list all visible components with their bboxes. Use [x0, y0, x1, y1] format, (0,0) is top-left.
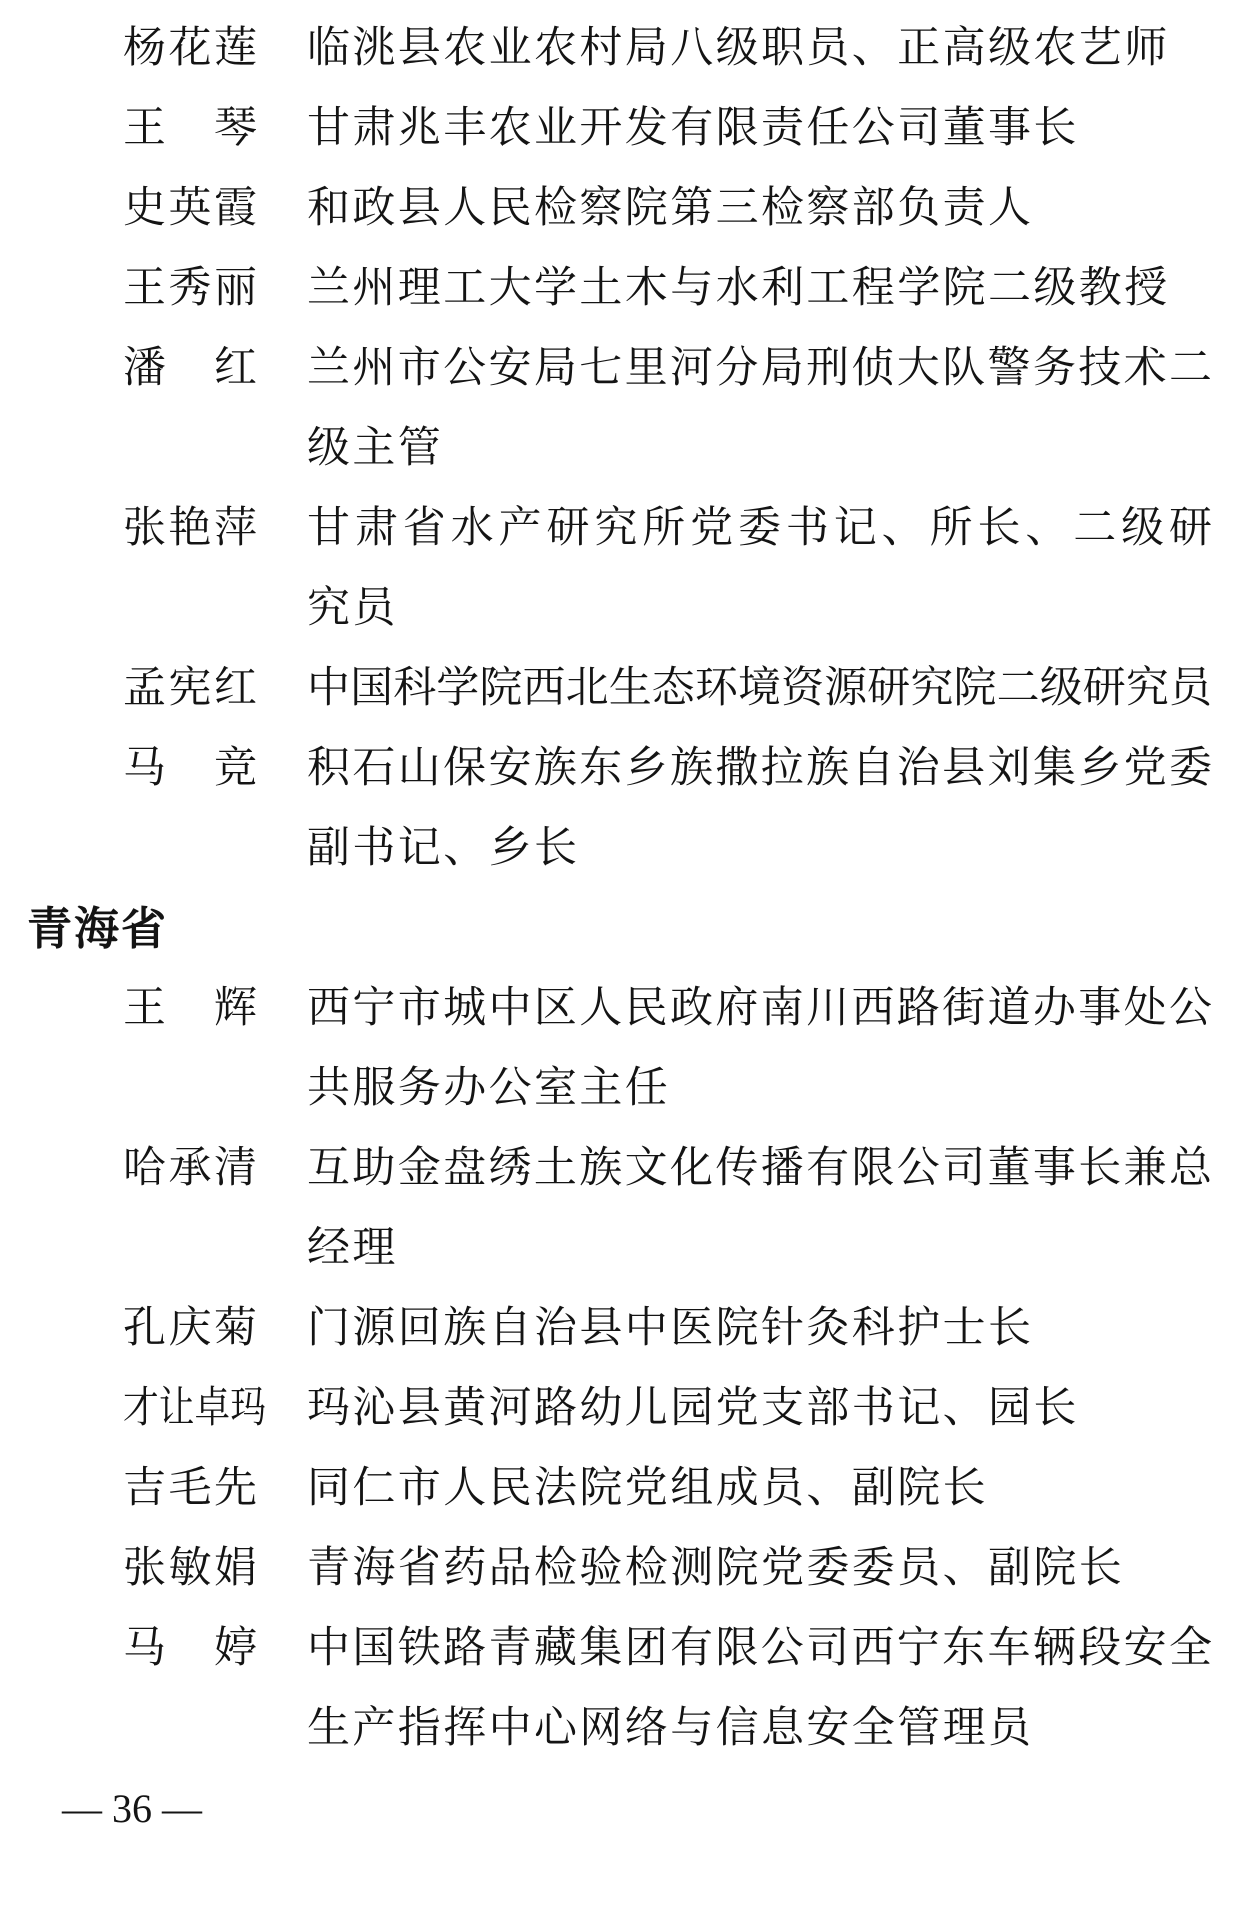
title-line: 中国铁路青藏集团有限公司西宁东车辆段安全: [307, 1625, 1215, 1672]
section-header: 青海省: [27, 903, 169, 954]
name-char: 吉: [123, 1465, 166, 1512]
column-gap: [257, 89, 307, 169]
person-title: [307, 1449, 1242, 1529]
name-char: 红: [214, 345, 257, 392]
title-line: 兰州市公安局七里河分局刑侦大队警务技术二: [307, 345, 1215, 392]
roster-entry: [0, 9, 1242, 89]
name-char: 史: [123, 185, 166, 232]
person-title: [307, 169, 1242, 249]
roster-entry: [0, 1529, 1242, 1609]
name-char: 霞: [214, 185, 257, 232]
title-line: 兰州理工大学土木与水利工程学院二级教授: [307, 265, 1170, 312]
person-name: [123, 1609, 257, 1689]
name-char: 婷: [214, 1625, 257, 1672]
name-char: 英: [168, 185, 212, 232]
roster-entry: [0, 169, 1242, 249]
title-line: 生产指挥中心网络与信息安全管理员: [307, 1705, 1034, 1752]
title-line: 互助金盘绣土族文化传播有限公司董事长兼总: [307, 1145, 1215, 1192]
name-char: 马: [123, 1625, 166, 1672]
name-char: 王: [123, 105, 166, 152]
name-char: 秀: [168, 265, 212, 312]
person-name: [123, 329, 257, 409]
name-char: 先: [214, 1465, 257, 1512]
person-name: [123, 489, 257, 569]
name-char: 娟: [214, 1545, 257, 1592]
name-char: 艳: [168, 505, 212, 552]
column-gap: [257, 489, 307, 569]
person-name: [123, 1529, 257, 1609]
page-number: — 36 —: [62, 1786, 202, 1831]
roster-entry: [0, 89, 1242, 169]
title-line: 同仁市人民法院党组成员、副院长: [307, 1465, 988, 1512]
roster-entry: [0, 1289, 1242, 1369]
roster-entry: [0, 329, 1242, 489]
roster-entry: [0, 649, 1242, 729]
person-name: [123, 249, 257, 329]
title-line: 究员: [307, 585, 398, 632]
name-char: 马: [123, 745, 166, 792]
person-title: [307, 729, 1242, 889]
title-line: 副书记、乡长: [307, 825, 580, 872]
title-line: 和政县人民检察院第三检察部负责人: [307, 185, 1034, 232]
name-char: 竞: [214, 745, 257, 792]
name-char: 红: [214, 665, 257, 712]
name-char: 杨: [123, 25, 166, 72]
person-title: [307, 969, 1242, 1129]
name-char: 琴: [214, 105, 257, 152]
person-name: [123, 969, 257, 1049]
name-char: 菊: [214, 1305, 257, 1352]
title-line: 青海省药品检验检测院党委委员、副院长: [307, 1545, 1125, 1592]
column-gap: [257, 9, 307, 89]
column-gap: [257, 1529, 307, 1609]
name-char: 张: [123, 505, 166, 552]
person-name: [123, 169, 257, 249]
title-line: 门源回族自治县中医院针灸科护士长: [307, 1305, 1034, 1352]
person-title: [307, 1129, 1242, 1289]
roster-entry: [0, 489, 1242, 649]
name-char: 敏: [168, 1545, 212, 1592]
column-gap: [257, 649, 307, 729]
title-line: 经理: [307, 1225, 398, 1272]
person-title: [307, 649, 1242, 729]
roster-entry: [0, 969, 1242, 1129]
name-char: 张: [123, 1545, 166, 1592]
name-char: 花: [168, 25, 212, 72]
title-line: 临洮县农业农村局八级职员、正高级农艺师: [307, 25, 1170, 72]
title-line: 玛沁县黄河路幼儿园党支部书记、园长: [307, 1385, 1079, 1432]
person-name: [123, 1129, 257, 1209]
name-char: 毛: [168, 1465, 212, 1512]
person-title: [307, 489, 1242, 649]
roster-entry: [0, 1369, 1242, 1449]
person-name: [123, 649, 257, 729]
name-char: 庆: [168, 1305, 212, 1352]
person-title: [307, 89, 1242, 169]
person-name: 才让卓玛: [123, 1385, 266, 1432]
title-line: 西宁市城中区人民政府南川西路街道办事处公: [307, 985, 1215, 1032]
title-line: 甘肃省水产研究所党委书记、所长、二级研: [307, 505, 1217, 552]
person-title: [307, 329, 1242, 489]
roster-entry: [0, 249, 1242, 329]
person-title: [307, 1289, 1242, 1369]
column-gap: [257, 329, 307, 409]
name-char: 潘: [123, 345, 166, 392]
roster-entry: [0, 729, 1242, 889]
column-gap: [257, 1449, 307, 1529]
name-char: 承: [168, 1145, 212, 1192]
person-name: [123, 729, 257, 809]
name-char: 宪: [168, 665, 212, 712]
roster-entry: [0, 1129, 1242, 1289]
name-char: 孟: [123, 665, 166, 712]
person-name: [123, 9, 257, 89]
roster-entry: [0, 1609, 1242, 1769]
name-char: 辉: [214, 985, 257, 1032]
column-gap: [257, 969, 307, 1049]
name-char: 莲: [214, 25, 257, 72]
name-char: 孔: [123, 1305, 166, 1352]
person-name: [123, 1289, 257, 1369]
title-line: 级主管: [307, 425, 444, 472]
person-title: [307, 9, 1242, 89]
name-char: 王: [123, 985, 166, 1032]
column-gap: [257, 169, 307, 249]
column-gap: [257, 249, 307, 329]
name-char: 王: [123, 265, 166, 312]
title-line: 共服务办公室主任: [307, 1065, 671, 1112]
person-name: [123, 1449, 257, 1529]
column-gap: [257, 1129, 307, 1209]
title-line: 积石山保安族东乡族撒拉族自治县刘集乡党委: [307, 745, 1215, 792]
person-name: [123, 89, 257, 169]
person-title: [307, 1609, 1242, 1769]
person-title: [307, 249, 1242, 329]
title-line: 中国科学院西北生态环境资源研究院二级研究员: [307, 665, 1213, 712]
person-title: [307, 1369, 1242, 1449]
column-gap: [257, 1289, 307, 1369]
column-gap: [257, 1609, 307, 1689]
name-char: 哈: [123, 1145, 166, 1192]
roster-entry: [0, 1449, 1242, 1529]
column-gap: [257, 729, 307, 809]
name-char: 丽: [214, 265, 257, 312]
name-char: 清: [214, 1145, 257, 1192]
person-title: [307, 1529, 1242, 1609]
title-line: 甘肃兆丰农业开发有限责任公司董事长: [307, 105, 1079, 152]
name-char: 萍: [214, 505, 257, 552]
